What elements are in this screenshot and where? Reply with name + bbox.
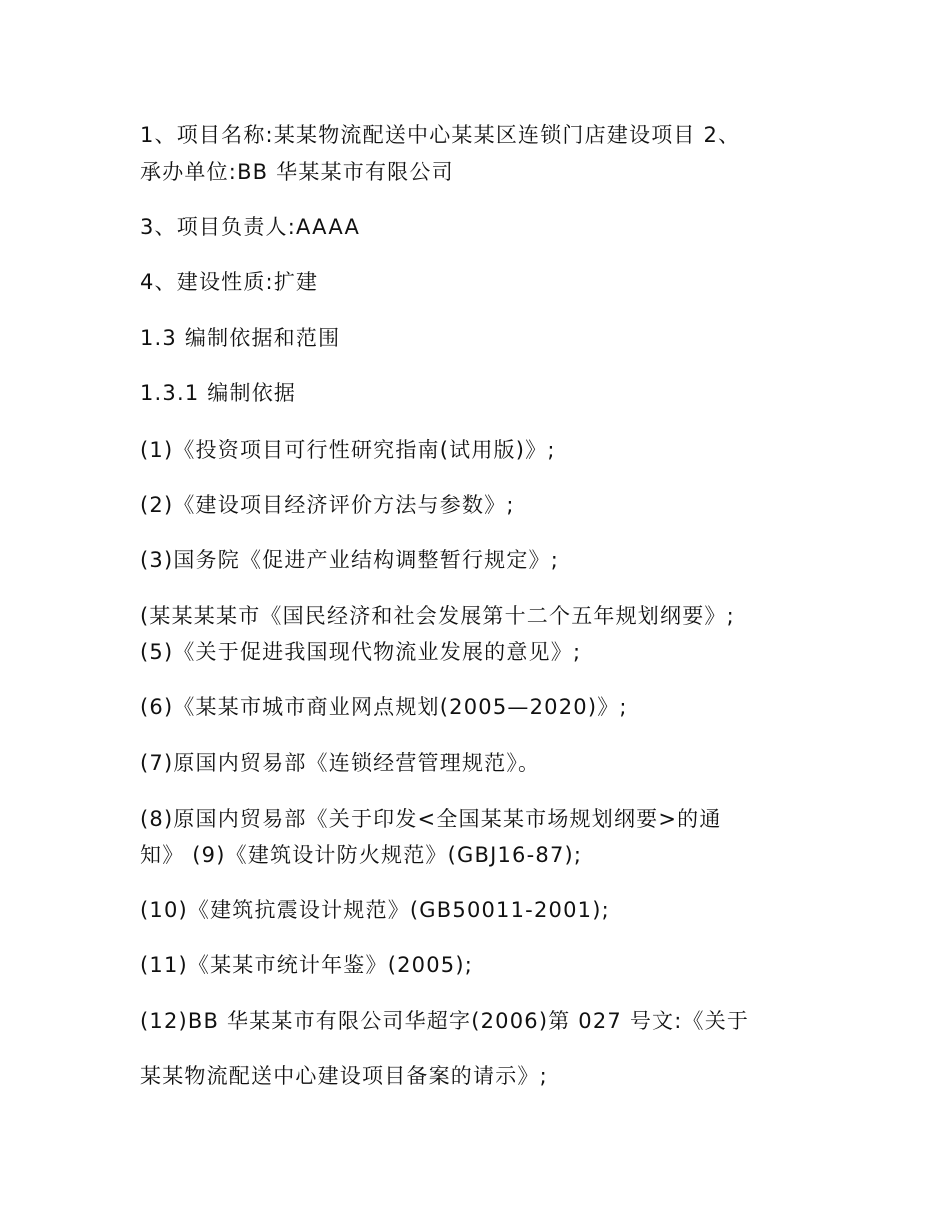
list-item-1: (1)《投资项目可行性研究指南(试用版)》; bbox=[140, 438, 556, 462]
list-item-8-cont-9: 知》 (9)《建筑设计防火规范》(GBJ16-87); bbox=[140, 843, 583, 867]
list-item-10: (10)《建筑抗震设计规范》(GB50011-2001); bbox=[140, 898, 610, 922]
list-item-8: (8)原国内贸易部《关于印发<全国某某市场规划纲要>的通 bbox=[140, 807, 722, 831]
text-line-project-leader: 3、项目负责人:AAAA bbox=[140, 215, 361, 239]
text-line-construction-nature: 4、建设性质:扩建 bbox=[140, 270, 319, 294]
subsection-heading-basis: 1.3.1 编制依据 bbox=[140, 381, 297, 405]
list-item-11: (11)《某某市统计年鉴》(2005); bbox=[140, 953, 474, 977]
text-line-project-name: 1、项目名称:某某物流配送中心某某区连锁门店建设项目 2、 bbox=[140, 123, 741, 147]
list-item-12: (12)BB 华某某市有限公司华超字(2006)第 027 号文:《关于 bbox=[140, 1009, 750, 1033]
list-item-2: (2)《建设项目经济评价方法与参数》; bbox=[140, 493, 515, 517]
list-item-6: (6)《某某市城市商业网点规划(2005—2020)》; bbox=[140, 695, 628, 719]
section-heading-basis-and-scope: 1.3 编制依据和范围 bbox=[140, 326, 341, 350]
list-item-5: (5)《关于促进我国现代物流业发展的意见》; bbox=[140, 640, 582, 664]
list-item-12-cont: 某某物流配送中心建设项目备案的请示》; bbox=[140, 1064, 548, 1088]
list-item-4: (某某某某市《国民经济和社会发展第十二个五年规划纲要》; bbox=[140, 604, 735, 628]
list-item-3: (3)国务院《促进产业结构调整暂行规定》; bbox=[140, 548, 560, 572]
list-item-7: (7)原国内贸易部《连锁经营管理规范》。 bbox=[140, 751, 541, 775]
text-line-organizer: 承办单位:BB 华某某市有限公司 bbox=[140, 160, 454, 184]
